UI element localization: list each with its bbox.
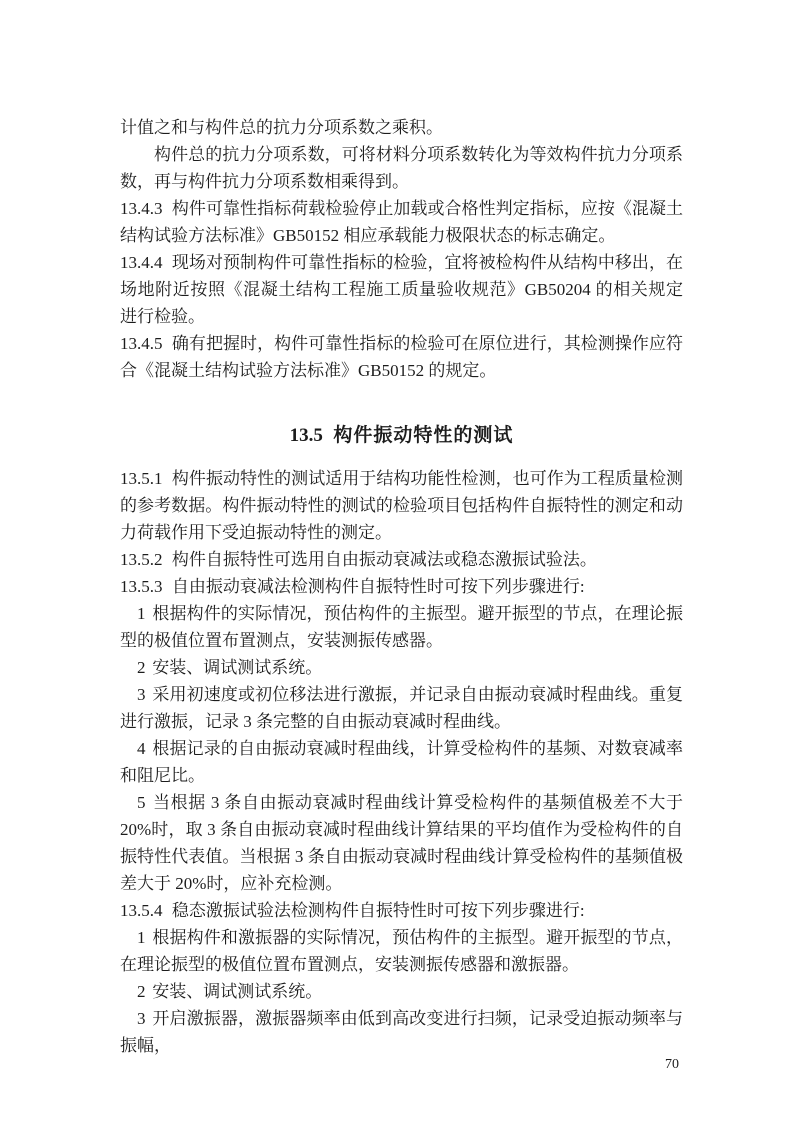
clause-13-5-4-step-1 (120, 924, 683, 978)
step-number: 3 (137, 685, 146, 704)
step-text: 开启激振器，激振器频率由低到高改变进行扫频，记录受迫振动频率与振幅， (120, 1009, 683, 1055)
section-heading-13-5 (120, 422, 683, 449)
clause-13-5-4-step-2 (120, 978, 683, 1005)
step-number: 1 (137, 928, 146, 947)
page-number: 70 (665, 1057, 679, 1072)
clause-13-4-3 (120, 195, 683, 249)
clause-13-5-3-step-1 (120, 600, 683, 654)
clause-13-5-3-step-5 (120, 789, 683, 897)
clause-13-5-3-step-2 (120, 654, 683, 681)
step-text: 安装、调试测试系统。 (152, 982, 323, 1001)
clause-13-4-4-text: 现场对预制构件可靠性指标的检验，宜将被检构件从结构中移出，在场地附近按照《混凝土结构工程施工质量验收规范》GB50204 的相关规定进行检验。 (120, 253, 683, 326)
step-text: 安装、调试测试系统。 (152, 658, 323, 677)
clause-13-5-4-step-3 (120, 1005, 683, 1059)
clause-13-5-3-step-3 (120, 681, 683, 735)
clause-13-5-2 (120, 546, 683, 573)
clause-13-5-1-number: 13.5.1 (120, 469, 163, 488)
step-number: 5 (137, 793, 146, 812)
clause-13-5-3-number: 13.5.3 (120, 577, 163, 596)
step-text: 根据构件的实际情况，预估构件的主振型。避开振型的节点，在理论振型的极值位置布置测点，安装测振传感器。 (120, 604, 683, 650)
clause-13-5-4-text: 稳态激振试验法检测构件自振特性时可按下列步骤进行: (171, 901, 585, 920)
step-text: 根据记录的自由振动衰减时程曲线，计算受检构件的基频、对数衰减率和阻尼比。 (120, 739, 683, 785)
clause-13-5-2-number: 13.5.2 (120, 550, 163, 569)
clause-13-5-1 (120, 465, 683, 546)
step-number: 1 (137, 604, 146, 623)
step-number: 3 (137, 1009, 146, 1028)
step-number: 2 (137, 658, 146, 677)
section-heading-number: 13.5 (289, 425, 323, 446)
step-number: 4 (137, 739, 146, 758)
paragraph-carryover: 计值之和与构件总的抗力分项系数之乘积。 (120, 118, 443, 137)
step-number: 2 (137, 982, 146, 1001)
clause-13-4-3-number: 13.4.3 (120, 199, 163, 218)
clause-13-5-1-text: 构件振动特性的测试适用于结构功能性检测，也可作为工程质量检测的参考数据。构件振动特性的测试的检验项目包括构件自振特性的测定和动力荷载作用下受迫振动特性的测定。 (120, 469, 683, 542)
clause-13-4-4-number: 13.4.4 (120, 253, 163, 272)
clause-13-5-3-text: 自由振动衰减法检测构件自振特性时可按下列步骤进行: (171, 577, 585, 596)
step-text: 当根据 3 条自由振动衰减时程曲线计算受检构件的基频值极差不大于 20%时，取 3 条自由振动衰减时程曲线计算结果的平均值作为受检构件的自振特性代表值。当根据 3 条自由振动衰减时程曲线计算受检构件的基频值极差大于 20%时，应补充检测。 (120, 793, 683, 893)
section-heading-title: 构件振动特性的测试 (333, 425, 514, 446)
clause-13-4-4 (120, 249, 683, 330)
clause-13-4-5-number: 13.4.5 (120, 334, 163, 353)
clause-13-5-4 (120, 897, 683, 924)
clause-13-4-5 (120, 330, 683, 384)
step-text: 采用初速度或初位移法进行激振，并记录自由振动衰减时程曲线。重复进行激振，记录 3 条完整的自由振动衰减时程曲线。 (120, 685, 683, 731)
clause-13-5-4-block (120, 897, 683, 1059)
clause-13-4-5-text: 确有把握时，构件可靠性指标的检验可在原位进行，其检测操作应符合《混凝土结构试验方法标准》GB50152 的规定。 (120, 334, 683, 380)
paragraph-resistance-factor: 构件总的抗力分项系数，可将材料分项系数转化为等效构件抗力分项系数，再与构件抗力分项系数相乘得到。 (120, 145, 683, 191)
clause-13-5-3-step-4 (120, 735, 683, 789)
clause-13-5-3-block (120, 573, 683, 897)
clause-13-4-3-text: 构件可靠性指标荷载检验停止加载或合格性判定指标，应按《混凝土结构试验方法标准》GB50152 相应承载能力极限状态的标志确定。 (120, 199, 683, 245)
clause-13-5-3 (120, 573, 683, 600)
step-text: 根据构件和激振器的实际情况，预估构件的主振型。避开振型的节点，在理论振型的极值位置布置测点，安装测振传感器和激振器。 (120, 928, 683, 974)
page-content (120, 114, 683, 1059)
clause-13-5-2-text: 构件自振特性可选用自由振动衰减法或稳态激振试验法。 (171, 550, 597, 569)
clause-13-5-4-number: 13.5.4 (120, 901, 163, 920)
